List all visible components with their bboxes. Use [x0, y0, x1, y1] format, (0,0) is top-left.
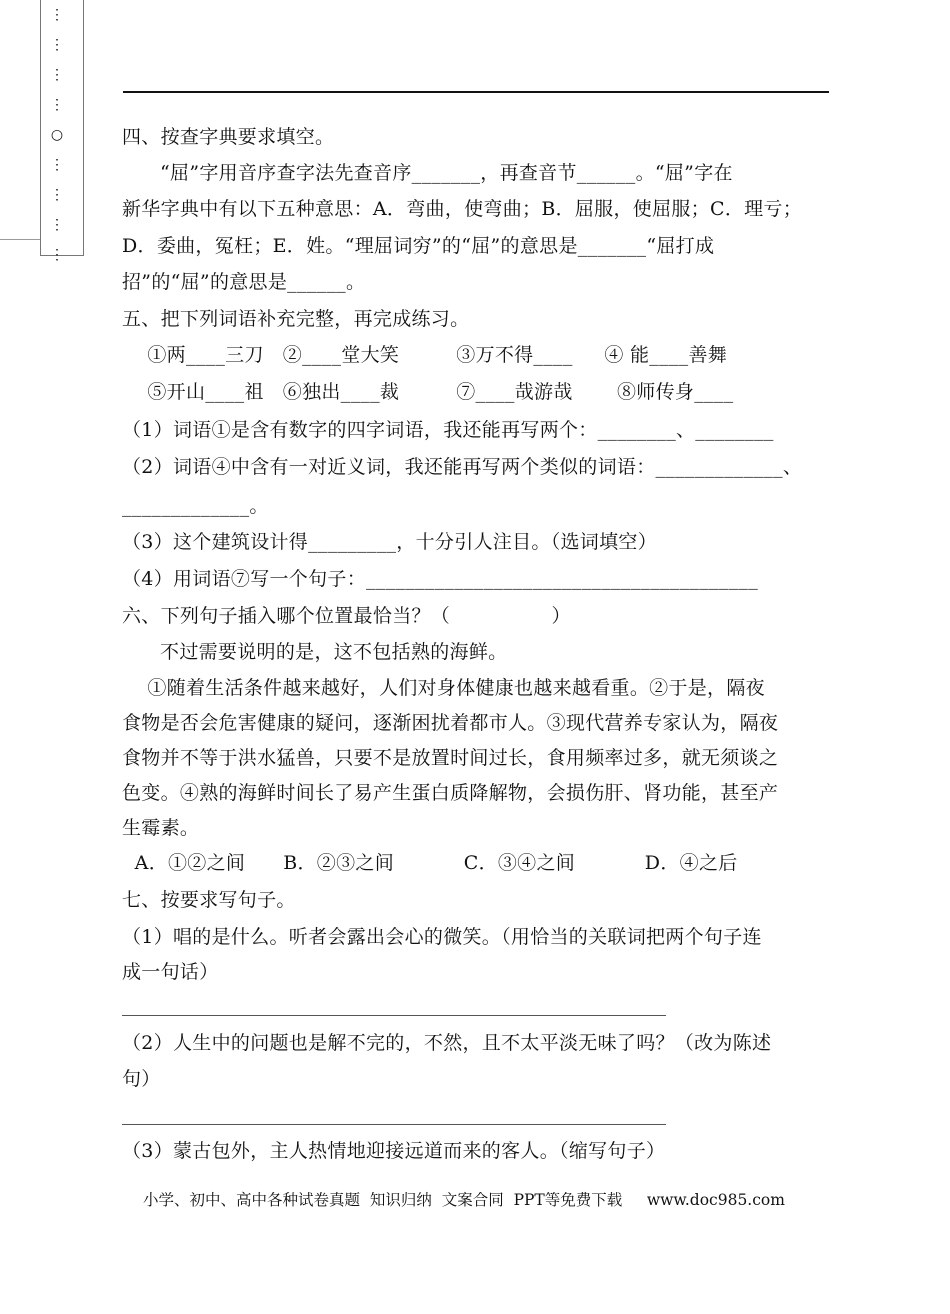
answer-line[interactable] — [122, 1124, 666, 1125]
section5-question-2-cont: _____________。 — [122, 495, 269, 517]
section6-heading: 六、下列句子插入哪个位置最恰当？（ ） — [122, 605, 571, 627]
section7-question-1-cont: 成一句话） — [122, 961, 219, 983]
binding-dots-icon: ⋮ — [50, 187, 64, 203]
section5-question-2: （2）词语④中含有一对近义词，我还能再写两个类似的词语：_____________、 — [122, 456, 803, 478]
section4-line: D．委曲，冤枉；E．姓。“理屈词穷”的“屈”的意思是_______“屈打成 — [122, 235, 715, 257]
section5-question-3: （3）这个建筑设计得_________，十分引人注目。（选词填空） — [122, 531, 657, 553]
section7-question-2: （2）人生中的问题也是解不完的，不然，且不太平淡无味了吗？（改为陈述 — [122, 1032, 772, 1054]
section6-insert-sentence: 不过需要说明的是，这不包括熟的海鲜。 — [122, 641, 508, 663]
binding-circle-icon: ○ — [50, 127, 64, 143]
section4-line: 新华字典中有以下五种意思：A．弯曲，使弯曲；B．屈服，使屈服；C．理亏； — [122, 198, 803, 220]
binding-dots-icon: ⋮ — [50, 217, 64, 233]
section7-heading: 七、按要求写句子。 — [122, 889, 296, 911]
binding-dots-icon: ⋮ — [50, 37, 64, 53]
binding-dots-icon: ⋮ — [50, 97, 64, 113]
section6-passage-line: 食物是否会危害健康的疑问，逐渐困扰着都市人。③现代营养专家认为，隔夜 — [122, 712, 779, 734]
binding-dots-icon: ⋮ — [50, 247, 64, 263]
section6-options: A．①②之间 B．②③之间 C．③④之间 D．④之后 — [122, 852, 738, 874]
binding-dots-icon: ⋮ — [50, 67, 64, 83]
binding-dots-icon: ⋮ — [50, 7, 64, 23]
section4-heading: 四、按查字典要求填空。 — [122, 126, 335, 148]
binding-dots-icon: ⋮ — [50, 157, 64, 173]
section6-passage-line: 色变。④熟的海鲜时间长了易产生蛋白质降解物，会损伤肝、肾功能，甚至产 — [122, 782, 779, 804]
answer-line[interactable] — [122, 1015, 666, 1016]
section6-passage-line: 食物并不等于洪水猛兽，只要不是放置时间过长，食用频率过多，就无须谈之 — [122, 747, 779, 769]
idiom-row-2: ⑤开山____祖 ⑥独出____裁 ⑦____哉游哉 ⑧师传身____ — [122, 381, 734, 403]
section5-question-4: （4）用词语⑦写一个句子：________________________________________ — [122, 568, 758, 590]
section4-line: “屈”字用音序查字法先查音序_______，再查音节______。“屈”字在 — [122, 162, 733, 184]
binding-margin-tick — [0, 239, 40, 240]
header-rule — [123, 91, 829, 93]
section7-question-1: （1）唱的是什么。听者会露出会心的微笑。（用恰当的关联词把两个句子连 — [122, 926, 762, 948]
section7-question-3: （3）蒙古包外，主人热情地迎接远道而来的客人。（缩写句子） — [122, 1140, 666, 1162]
section6-passage-line: ①随着生活条件越来越好，人们对身体健康也越来越看重。②于是，隔夜 — [122, 677, 765, 699]
binding-margin-marks — [50, 0, 64, 270]
section4-line: 招”的“屈”的意思是______。 — [122, 271, 366, 293]
footer-text: 小学、初中、高中各种试卷真题 知识归纳 文案合同 PPT等免费下载 www.doc985.com — [143, 1191, 785, 1209]
section6-passage-line: 生霉素。 — [122, 817, 200, 839]
section7-question-2-cont: 句） — [122, 1068, 161, 1090]
section5-question-1: （1）词语①是含有数字的四字词语，我还能再写两个：________、________ — [122, 419, 774, 441]
section5-heading: 五、把下列词语补充完整，再完成练习。 — [122, 308, 470, 330]
idiom-row-1: ①两____三刀 ②____堂大笑 ③万不得____ ④ 能____善舞 — [122, 344, 728, 366]
